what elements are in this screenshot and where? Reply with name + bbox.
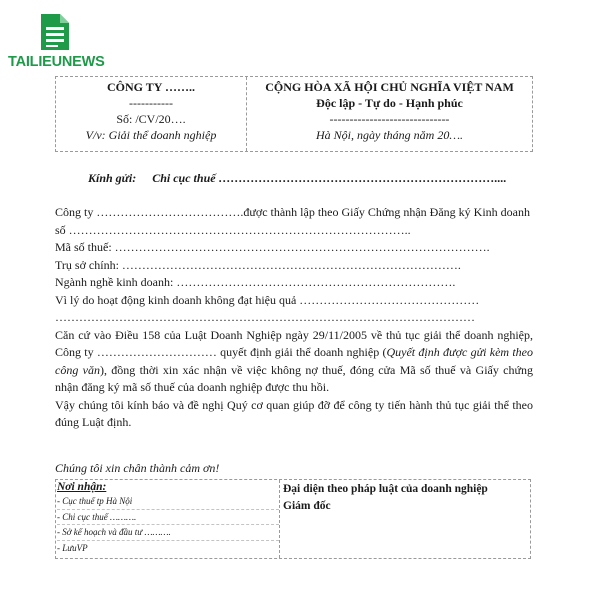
thanks-line: Chúng tôi xin chân thành cảm ơn! xyxy=(55,461,220,475)
body-paragraph-basis xyxy=(55,327,533,397)
recipient-item: - Chi cục thuế ………. xyxy=(57,510,279,526)
recipient-label: Kính gửi: xyxy=(88,171,137,185)
body-line-reason-cont: …………………………………………………………………………………………… xyxy=(55,310,475,324)
company-rule: ----------- xyxy=(129,96,173,110)
recipient-value: Chi cục thuế …………………………………………………………….... xyxy=(152,171,507,185)
recipient-item: - LưuVP xyxy=(57,542,88,553)
document-footer xyxy=(55,479,531,559)
recipients-title: Nơi nhận: xyxy=(57,481,107,493)
recipient-item: - Cục thuế tp Hà Nội xyxy=(57,494,279,510)
nation-motto: Độc lập - Tự do - Hạnh phúc xyxy=(316,96,463,110)
body-paragraph-request: Vậy chúng tôi kính báo và đề nghị Quý cơ quan giúp đỡ để công ty tiến hành thủ tục giải thể theo đúng Luật định. xyxy=(55,397,533,429)
document-icon xyxy=(38,12,72,52)
place-date: Hà Nội, ngày tháng năm 20…. xyxy=(316,128,463,142)
representative-role: Giám đốc xyxy=(283,500,331,512)
nation-title: CỘNG HÒA XÃ HỘI CHỦ NGHĨA VIỆT NAM xyxy=(265,80,514,94)
motto-rule: ------------------------------ xyxy=(329,112,450,126)
document-subject: V/v: Giải thể doanh nghiệp xyxy=(85,128,217,142)
body-line-reason: Vì lý do hoạt động kinh doanh không đạt hiệu quả ……………………………………… xyxy=(55,292,480,307)
recipients-block xyxy=(56,480,280,558)
body-line-tax-code: Mã số thuế: …………………………………………………………………………………. xyxy=(55,240,490,254)
document-body xyxy=(55,204,533,432)
body-line-number: số ………………………………………………………………………….. xyxy=(55,222,411,237)
company-block xyxy=(56,77,247,151)
body-line-business: Ngành nghề kinh doanh: ……………………………………………………………. xyxy=(55,275,456,289)
recipient-item: - Sở kế hoạch và đầu tư ………. xyxy=(57,525,279,541)
body-line-company: Công ty ……………………………….được thành lập theo Giấy Chứng nhận Đăng ký Kinh doanh xyxy=(55,205,530,219)
company-name: CÔNG TY …….. xyxy=(106,80,195,94)
basis-text-italic: Quyết định được gửi kèm theo công văn xyxy=(55,345,533,377)
document-header xyxy=(55,76,533,152)
logo xyxy=(8,8,105,70)
body-line-address: Trụ sở chính: …………………………………………………………………………. xyxy=(55,257,461,272)
representative-title: Đại diện theo pháp luật của doanh nghiệp xyxy=(283,483,488,495)
signature-block xyxy=(280,480,530,558)
basis-text-b: ), đồng thời xin xác nhận về việc không nợ thuế, đóng cửa Mã số thuế và Giấy chứng nhận đăng ký mã số thuế của doanh nghiệp được thu hồi. xyxy=(55,362,534,394)
nation-block xyxy=(247,77,532,151)
document-number: Số: /CV/20…. xyxy=(116,112,186,126)
logo-text: TAILIEUNEWS xyxy=(8,54,105,70)
recipient-line xyxy=(88,171,507,186)
basis-text-a: Căn cứ vào Điều 158 của Luật Doanh Nghiệp ngày 29/11/2005 về thủ tục giải thể doanh nghiệp, Công ty ………………………… quyết định giải thể doanh nghiệp ( xyxy=(55,327,533,359)
